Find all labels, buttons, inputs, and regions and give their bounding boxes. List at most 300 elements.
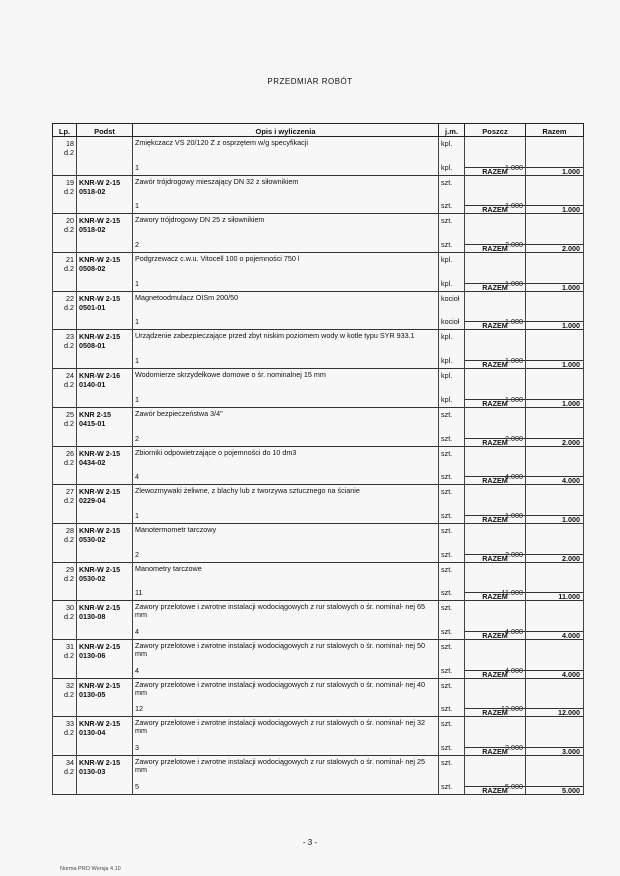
cell-lp: [53, 601, 77, 640]
unit-label: kpl.: [441, 139, 453, 148]
unit-label-calc: szt.: [441, 626, 453, 636]
total-value: 1.000: [526, 205, 583, 214]
item-number: 19: [66, 177, 74, 187]
table-row: [53, 214, 584, 253]
unit-label-calc: szt.: [441, 665, 453, 675]
total-value: 1.000: [526, 167, 583, 176]
cell-opis: [133, 756, 439, 795]
item-number: 32: [66, 680, 74, 690]
page-number: - 3 -: [302, 838, 318, 847]
item-section: d.2: [64, 534, 74, 544]
partial-value: 2.000: [505, 549, 523, 559]
razem-label: RAZEM: [465, 244, 525, 253]
norm-catalog: KNR-W 2-15: [79, 603, 121, 613]
cell-razem: [526, 214, 584, 253]
partial-value: 4.000: [505, 472, 523, 482]
unit-label-calc: kpl.: [441, 356, 453, 366]
table-row: [53, 485, 584, 524]
partial-value: 1.000: [505, 162, 523, 172]
quantity-expression: 5: [135, 781, 139, 791]
software-footer: Norma PRO Wersja 4.10: [60, 866, 121, 872]
cell-lp: [53, 523, 77, 562]
partial-value: 3.000: [505, 743, 523, 752]
razem-label: RAZEM: [465, 360, 525, 369]
norm-code: 0518-02: [79, 186, 106, 196]
item-section: d.2: [64, 148, 74, 157]
item-number: 27: [66, 487, 74, 497]
cell-podst: [77, 601, 133, 640]
cell-jm: [439, 175, 465, 214]
cell-podst: [77, 639, 133, 678]
cell-razem: [526, 562, 584, 601]
norm-catalog: KNR-W 2-15: [79, 525, 121, 535]
unit-label: kpl.: [441, 255, 453, 265]
partial-value: 1.000: [505, 394, 523, 404]
cell-opis: [133, 601, 439, 640]
item-description: Zawory przelotowe i zwrotne instalacji wodociągowych z rur stalowych o śr. nominal- nej 32 mm: [135, 718, 426, 736]
unit-label: szt.: [441, 641, 453, 651]
cell-razem: [526, 523, 584, 562]
item-section: d.2: [64, 573, 74, 583]
razem-label: RAZEM: [465, 747, 525, 756]
cell-lp: [53, 562, 77, 601]
total-value: 1.000: [526, 283, 583, 292]
item-number: 25: [66, 409, 74, 419]
cell-poszcz: [465, 678, 526, 717]
item-description: Wodomierze skrzydełkowe domowe o śr. nominalnej 15 mm: [135, 370, 326, 380]
item-description: Zawory przelotowe i zwrotne instalacji wodociągowych z rur stalowych o śr. nominal- nej 50 mm: [135, 640, 426, 658]
cell-opis: [133, 639, 439, 678]
cell-poszcz: [465, 523, 526, 562]
cell-poszcz: [465, 717, 526, 756]
cell-jm: [439, 253, 465, 292]
item-number: 30: [66, 603, 74, 613]
item-number: 26: [66, 448, 74, 458]
item-section: d.2: [64, 380, 74, 390]
cell-razem: [526, 291, 584, 330]
unit-label-calc: szt.: [441, 781, 453, 791]
item-section: d.2: [64, 186, 74, 196]
cell-razem: [526, 756, 584, 795]
cell-opis: [133, 291, 439, 330]
header-razem: Razem: [526, 124, 584, 137]
razem-label: RAZEM: [465, 631, 525, 640]
cell-poszcz: [465, 369, 526, 408]
cell-razem: [526, 407, 584, 446]
cell-jm: [439, 407, 465, 446]
unit-label: szt.: [441, 216, 453, 226]
partial-value: 1.000: [505, 356, 523, 366]
quantity-expression: 1: [135, 162, 139, 172]
cell-poszcz: [465, 485, 526, 524]
cell-jm: [439, 601, 465, 640]
norm-code: 0130-04: [79, 728, 106, 738]
cell-podst: [77, 523, 133, 562]
razem-label: RAZEM: [465, 283, 525, 292]
total-value: 1.000: [526, 515, 583, 524]
norm-catalog: KNR-W 2-15: [79, 564, 121, 574]
cell-podst: [77, 175, 133, 214]
cell-jm: [439, 639, 465, 678]
cell-poszcz: [465, 330, 526, 369]
table-body: [53, 137, 584, 795]
norm-catalog: KNR-W 2-15: [79, 216, 121, 226]
table-row: [53, 175, 584, 214]
item-number: 31: [66, 641, 74, 651]
cell-lp: [53, 678, 77, 717]
cell-opis: [133, 137, 439, 176]
item-description: Manometry tarczowe: [135, 563, 202, 573]
item-description: Zlewozmywaki żeliwne, z blachy lub z tworzywa sztucznego na ścianie: [135, 486, 360, 496]
cell-opis: [133, 678, 439, 717]
cell-jm: [439, 291, 465, 330]
cell-opis: [133, 330, 439, 369]
total-value: 3.000: [526, 747, 583, 756]
cell-razem: [526, 137, 584, 176]
total-value: 11.000: [526, 592, 583, 601]
unit-label: szt.: [441, 177, 453, 187]
partial-value: 11.000: [501, 588, 523, 598]
quantity-expression: 4: [135, 626, 139, 636]
razem-label: RAZEM: [465, 592, 525, 601]
item-number: 21: [66, 255, 74, 265]
cell-opis: [133, 717, 439, 756]
norm-catalog: KNR-W 2-15: [79, 680, 121, 690]
norm-code: 0229-04: [79, 496, 106, 506]
unit-label: szt.: [441, 409, 453, 419]
header-lp: Lp.: [53, 124, 77, 137]
cell-razem: [526, 601, 584, 640]
item-number: 29: [66, 564, 74, 574]
cell-podst: [77, 717, 133, 756]
cell-opis: [133, 253, 439, 292]
cell-razem: [526, 369, 584, 408]
cell-podst: [77, 137, 133, 176]
norm-catalog: KNR-W 2-15: [79, 719, 121, 729]
razem-label: RAZEM: [465, 670, 525, 679]
item-section: d.2: [64, 767, 74, 776]
norm-code: 0130-06: [79, 650, 106, 660]
cell-podst: [77, 253, 133, 292]
table-row: [53, 523, 584, 562]
norm-code: 0130-03: [79, 767, 106, 776]
cell-lp: [53, 214, 77, 253]
norm-catalog: KNR-W 2-15: [79, 293, 121, 303]
cell-poszcz: [465, 407, 526, 446]
razem-label: RAZEM: [465, 167, 525, 176]
total-value: 4.000: [526, 670, 583, 679]
cell-lp: [53, 253, 77, 292]
razem-label: RAZEM: [465, 554, 525, 563]
unit-label: szt.: [441, 564, 453, 574]
quantity-expression: 1: [135, 394, 139, 404]
cell-razem: [526, 446, 584, 485]
norm-catalog: KNR-W 2-15: [79, 448, 121, 458]
cell-razem: [526, 639, 584, 678]
cell-poszcz: [465, 137, 526, 176]
partial-value: 1.000: [505, 201, 523, 211]
cell-jm: [439, 756, 465, 795]
razem-label: RAZEM: [465, 476, 525, 485]
item-description: Podgrzewacz c.w.u. Vitocell 100 o pojemności 750 l: [135, 254, 300, 264]
cell-podst: [77, 214, 133, 253]
item-description: Zawór bezpieczeństwa 3/4": [135, 408, 223, 418]
razem-label: RAZEM: [465, 399, 525, 408]
cell-razem: [526, 678, 584, 717]
item-section: d.2: [64, 728, 74, 738]
cell-opis: [133, 446, 439, 485]
cell-opis: [133, 407, 439, 446]
unit-label: kpl.: [441, 371, 453, 381]
cell-jm: [439, 678, 465, 717]
cell-jm: [439, 137, 465, 176]
header-podst: Podst: [77, 124, 133, 137]
quantity-expression: 3: [135, 743, 139, 752]
cell-poszcz: [465, 253, 526, 292]
unit-label-calc: szt.: [441, 588, 453, 598]
unit-label-calc: szt.: [441, 201, 453, 211]
quantity-expression: 11: [135, 588, 143, 598]
unit-label-calc: szt.: [441, 472, 453, 482]
unit-label-calc: kpl.: [441, 394, 453, 404]
cell-jm: [439, 717, 465, 756]
item-number: 23: [66, 332, 74, 342]
item-description: Zawory trójdrogowy DN 25 z siłownikiem: [135, 215, 265, 225]
item-description: Magnetoodmulacz OISm 200/50: [135, 292, 239, 302]
quantity-expression: 1: [135, 510, 139, 520]
cell-opis: [133, 175, 439, 214]
table-row: [53, 756, 584, 795]
unit-label-calc: kpl.: [441, 278, 453, 288]
table-row: [53, 369, 584, 408]
total-value: 2.000: [526, 244, 583, 253]
cell-lp: [53, 639, 77, 678]
item-section: d.2: [64, 689, 74, 699]
table-row: [53, 291, 584, 330]
cell-podst: [77, 407, 133, 446]
unit-label: szt.: [441, 525, 453, 535]
unit-label-calc: szt.: [441, 549, 453, 559]
unit-label: szt.: [441, 758, 453, 767]
norm-code: 0415-01: [79, 418, 106, 428]
cell-lp: [53, 330, 77, 369]
header-jm: j.m.: [439, 124, 465, 137]
partial-value: 12.000: [501, 704, 523, 714]
partial-value: 4.000: [505, 626, 523, 636]
total-value: 4.000: [526, 631, 583, 640]
header-poszcz: Poszcz: [465, 124, 526, 137]
cell-podst: [77, 485, 133, 524]
quantity-expression: 1: [135, 317, 139, 327]
cell-jm: [439, 446, 465, 485]
header-opis: Opis i wyliczenia: [133, 124, 439, 137]
cell-poszcz: [465, 601, 526, 640]
item-description: Zawory przelotowe i zwrotne instalacji wodociągowych z rur stalowych o śr. nominal- nej 25 mm: [135, 757, 426, 774]
item-number: 24: [66, 371, 74, 381]
cell-lp: [53, 369, 77, 408]
unit-label-calc: szt.: [441, 704, 453, 714]
unit-label: szt.: [441, 448, 453, 458]
cell-opis: [133, 485, 439, 524]
norm-catalog: KNR-W 2-15: [79, 641, 121, 651]
unit-label: szt.: [441, 719, 453, 729]
item-number: 34: [66, 758, 74, 767]
cell-razem: [526, 717, 584, 756]
unit-label-calc: szt.: [441, 743, 453, 752]
item-section: d.2: [64, 302, 74, 312]
cell-jm: [439, 485, 465, 524]
total-value: 1.000: [526, 321, 583, 330]
table-row: [53, 717, 584, 756]
quantity-expression: 4: [135, 665, 139, 675]
item-section: d.2: [64, 225, 74, 235]
item-number: 33: [66, 719, 74, 729]
cell-razem: [526, 253, 584, 292]
razem-label: RAZEM: [465, 786, 525, 795]
cell-podst: [77, 291, 133, 330]
cell-opis: [133, 369, 439, 408]
quantity-expression: 12: [135, 704, 143, 714]
total-value: 12.000: [526, 708, 583, 717]
unit-label: szt.: [441, 680, 453, 690]
item-number: 22: [66, 293, 74, 303]
unit-label: szt.: [441, 603, 453, 613]
norm-code: 0508-02: [79, 264, 106, 274]
partial-value: 1.000: [505, 317, 523, 327]
item-description: Urządzenie zabezpieczające przed zbyt niskim poziomem wody w kotle typu SYR 933.1: [135, 331, 415, 341]
item-number: 20: [66, 216, 74, 226]
cell-lp: [53, 485, 77, 524]
item-description: Manotermometr tarczowy: [135, 524, 217, 534]
table-row: [53, 253, 584, 292]
norm-catalog: KNR-W 2-15: [79, 255, 121, 265]
cell-opis: [133, 523, 439, 562]
unit-label: szt.: [441, 487, 453, 497]
cell-jm: [439, 330, 465, 369]
table-row: [53, 678, 584, 717]
norm-code: 0518-02: [79, 225, 106, 235]
cell-poszcz: [465, 756, 526, 795]
item-section: d.2: [64, 457, 74, 467]
quantity-expression: 1: [135, 278, 139, 288]
quantity-expression: 2: [135, 549, 139, 559]
norm-code: 0530-02: [79, 534, 106, 544]
quantity-expression: 1: [135, 201, 139, 211]
norm-catalog: KNR-W 2-15: [79, 487, 121, 497]
cell-lp: [53, 291, 77, 330]
unit-label-calc: szt.: [441, 433, 453, 443]
quantity-expression: 2: [135, 433, 139, 443]
cell-opis: [133, 562, 439, 601]
item-section: d.2: [64, 418, 74, 428]
cell-lp: [53, 446, 77, 485]
partial-value: 1.000: [505, 510, 523, 520]
item-number: 28: [66, 525, 74, 535]
table-row: [53, 639, 584, 678]
total-value: 4.000: [526, 476, 583, 485]
cell-podst: [77, 562, 133, 601]
total-value: 2.000: [526, 438, 583, 447]
item-description: Zawory przelotowe i zwrotne instalacji wodociągowych z rur stalowych o śr. nominal- nej 65 mm: [135, 602, 426, 620]
cell-razem: [526, 485, 584, 524]
norm-code: 0434-02: [79, 457, 106, 467]
partial-value: 4.000: [505, 665, 523, 675]
cost-estimate-table: [52, 123, 584, 795]
razem-label: RAZEM: [465, 321, 525, 330]
cell-razem: [526, 330, 584, 369]
razem-label: RAZEM: [465, 515, 525, 524]
quantity-expression: 4: [135, 472, 139, 482]
quantity-expression: 2: [135, 240, 139, 250]
table-row: [53, 601, 584, 640]
item-description: Zbiorniki odpowietrzające o pojemności do 10 dm3: [135, 447, 297, 457]
cell-lp: [53, 717, 77, 756]
norm-catalog: KNR-W 2-16: [79, 371, 121, 381]
partial-value: 1.000: [505, 278, 523, 288]
item-description: Zmiękczacz VS 20/120 Z z osprzętem w/g specyfikacji: [135, 138, 308, 147]
norm-catalog: KNR-W 2-15: [79, 332, 121, 342]
total-value: 2.000: [526, 554, 583, 563]
item-section: d.2: [64, 612, 74, 622]
cell-poszcz: [465, 175, 526, 214]
page-title: PRZEDMIAR ROBÓT: [267, 77, 353, 86]
cell-jm: [439, 523, 465, 562]
cell-poszcz: [465, 291, 526, 330]
norm-code: 0508-01: [79, 341, 106, 351]
razem-label: RAZEM: [465, 438, 525, 447]
total-value: 1.000: [526, 399, 583, 408]
cell-podst: [77, 330, 133, 369]
norm-catalog: KNR-W 2-15: [79, 758, 121, 767]
table-row: [53, 137, 584, 176]
item-description: Zawory przelotowe i zwrotne instalacji wodociągowych z rur stalowych o śr. nominal- nej 40 mm: [135, 679, 426, 697]
table-row: [53, 562, 584, 601]
item-section: d.2: [64, 264, 74, 274]
cell-opis: [133, 214, 439, 253]
razem-label: RAZEM: [465, 205, 525, 214]
norm-catalog: KNR-W 2-15: [79, 177, 121, 187]
table-header-row: [53, 124, 584, 137]
cell-jm: [439, 214, 465, 253]
cell-poszcz: [465, 562, 526, 601]
cell-podst: [77, 678, 133, 717]
cell-lp: [53, 407, 77, 446]
cell-podst: [77, 446, 133, 485]
unit-label-calc: szt.: [441, 240, 453, 250]
norm-code: 0140-01: [79, 380, 106, 390]
quantity-expression: 1: [135, 356, 139, 366]
cell-jm: [439, 562, 465, 601]
norm-catalog: KNR 2-15: [79, 409, 111, 419]
norm-code: 0501-01: [79, 302, 106, 312]
cell-poszcz: [465, 446, 526, 485]
table-row: [53, 330, 584, 369]
total-value: 5.000: [526, 786, 583, 795]
item-section: d.2: [64, 496, 74, 506]
item-number: 18: [66, 139, 74, 148]
partial-value: 5.000: [505, 781, 523, 791]
table-row: [53, 446, 584, 485]
cell-poszcz: [465, 214, 526, 253]
total-value: 1.000: [526, 360, 583, 369]
cell-podst: [77, 756, 133, 795]
razem-label: RAZEM: [465, 708, 525, 717]
cell-lp: [53, 756, 77, 795]
unit-label-calc: szt.: [441, 510, 453, 520]
unit-label: kocioł: [441, 293, 460, 303]
cell-jm: [439, 369, 465, 408]
item-section: d.2: [64, 650, 74, 660]
